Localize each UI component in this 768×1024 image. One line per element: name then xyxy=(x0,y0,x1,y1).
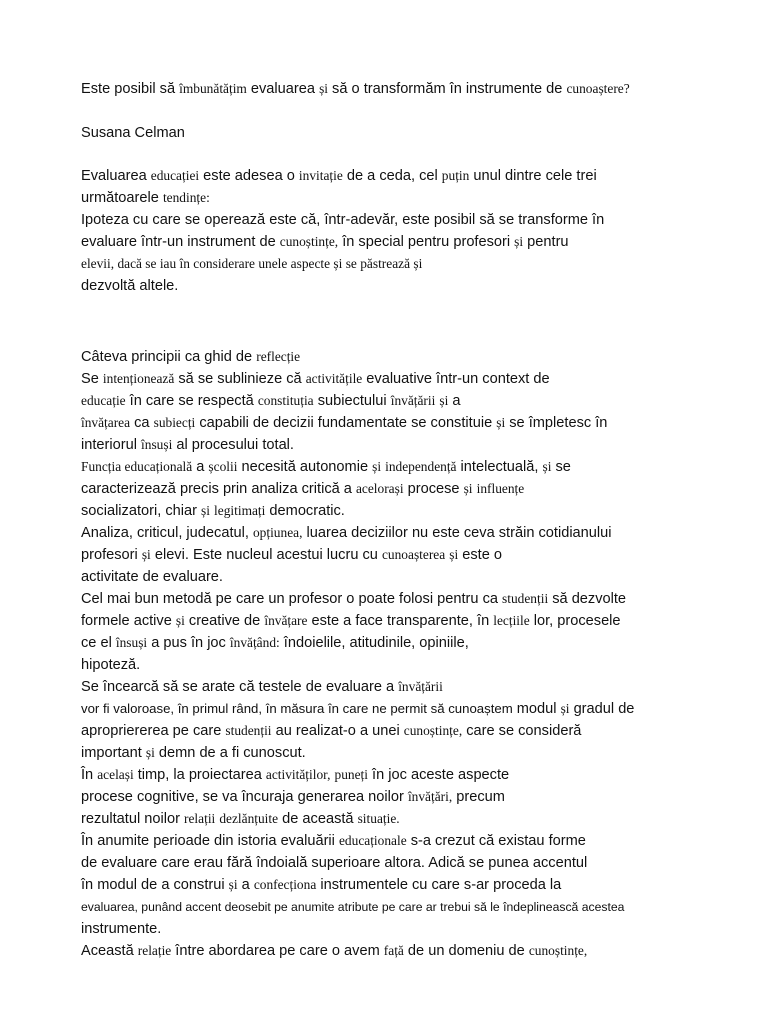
text-line: Ipoteza cu care se operează este că, într-adevăr, este posibil să se transforme în xyxy=(81,212,605,228)
text-line: procese cognitive, se va încuraja generarea noilor învățări, precum xyxy=(81,789,505,805)
text-line: important și demn de a fi cunoscut. xyxy=(81,745,306,761)
text-line: formele active și creative de învățare este a face transparente, în lecțiile lor, procesele xyxy=(81,613,621,629)
text-line: Cel mai bun metodă pe care un profesor o poate folosi pentru ca studenții să dezvolte xyxy=(81,591,627,607)
text-line: Această relație între abordarea pe care o avem față de un domeniu de cunoștințe, xyxy=(81,943,588,959)
text-line: instrumente. xyxy=(81,921,162,937)
document-author: Susana Celman xyxy=(81,125,185,141)
text-line: Analiza, criticul, judecatul, opțiunea, luarea deciziilor nu este ceva străin cotidianului xyxy=(81,525,612,541)
section-heading: Câteva principii ca ghid de reflecție xyxy=(81,349,301,365)
text-line: Funcția educațională a școlii necesită autonomie și independență intelectuală, și se xyxy=(81,459,571,475)
text-line: ce el însuși a pus în joc învățând: îndoielile, atitudinile, opiniile, xyxy=(81,635,469,651)
text-line: caracterizează precis prin analiza critică a acelorași procese și influențe xyxy=(81,481,525,497)
text-line: profesori și elevi. Este nucleul acestui lucru cu cunoașterea și este o xyxy=(81,547,502,563)
text-line: activitate de evaluare. xyxy=(81,569,223,585)
text-line: de evaluare care erau fără îndoială superioare altora. Adică se punea accentul xyxy=(81,855,588,871)
text-line: interiorul însuși al procesului total. xyxy=(81,437,294,453)
text-line: apropriererea pe care studenții au realizat-o a unei cunoștințe, care se consideră xyxy=(81,723,582,739)
text-line: educație în care se respectă constituția subiectului învățării și a xyxy=(81,393,461,409)
text-line: în modul de a construi și a confecționa instrumentele cu care s-ar proceda la xyxy=(81,877,562,893)
document-title: Este posibil să îmbunătățim evaluarea și să o transformăm în instrumente de cunoaștere? xyxy=(81,81,630,97)
text-line: elevii, dacă se iau în considerare unele aspecte și se păstrează și xyxy=(81,256,423,271)
text-line: vor fi valoroase, în primul rând, în măsura în care ne permit să cunoaștem modul și gradul de xyxy=(81,701,635,717)
text-line: Se încearcă să se arate că testele de evaluare a învățării xyxy=(81,679,443,695)
text-line: învățarea ca subiecți capabili de decizii fundamentate se constituie și se împletesc în xyxy=(81,415,608,431)
text-line: În anumite perioade din istoria evaluării educaționale s-a crezut că existau forme xyxy=(81,833,586,849)
text-line: hipoteză. xyxy=(81,657,141,673)
text-line: următoarele tendințe: xyxy=(81,190,210,206)
text-line: evaluare într-un instrument de cunoștințe, în special pentru profesori și pentru xyxy=(81,234,569,250)
text-line: socializatori, chiar și legitimați democratic. xyxy=(81,503,345,519)
text-line: Se intenționează să se sublinieze că activitățile evaluative într-un context de xyxy=(81,371,550,387)
text-line: rezultatul noilor relații dezlănțuite de această situație. xyxy=(81,811,400,827)
text-line: Evaluarea educației este adesea o invitație de a ceda, cel puțin unul dintre cele trei xyxy=(81,168,597,184)
text-line: În același timp, la proiectarea activităților, puneți în joc aceste aspecte xyxy=(81,767,510,783)
text-line: dezvoltă altele. xyxy=(81,278,179,294)
text-line: evaluarea, punând accent deosebit pe anumite atribute pe care ar trebui să le îndeplinească acestea xyxy=(81,900,625,914)
